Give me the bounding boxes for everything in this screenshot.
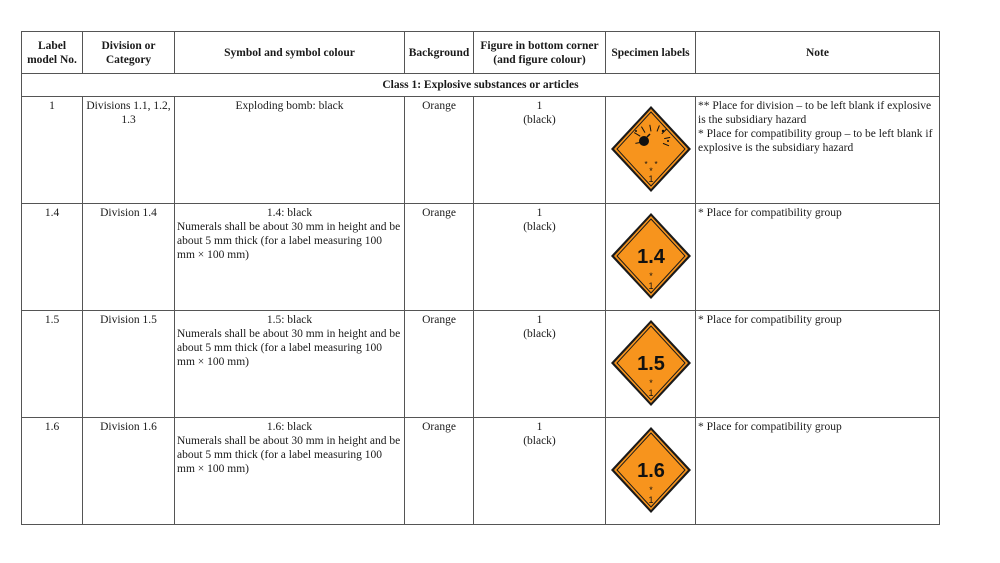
specimen-label-cell [606, 204, 696, 311]
note-cell [696, 204, 940, 311]
class-title-row [22, 74, 940, 97]
figure-cell [474, 97, 606, 204]
division-cell: Division 1.6 [83, 418, 175, 525]
note-text: * Place for compatibility group – to be left blank if explosive is the subsidiary hazard [698, 128, 933, 154]
table-row [22, 97, 940, 204]
label-division-number: 1.5 [637, 353, 665, 375]
symbol-title: 1.4: black [266, 207, 313, 219]
figure-number: 1 [536, 421, 543, 433]
note-cell [696, 97, 940, 204]
figure-colour: (black) [523, 114, 556, 126]
division-cell: Division 1.4 [83, 204, 175, 311]
label-model-cell: 1.5 [22, 311, 83, 418]
note-cell [696, 311, 940, 418]
specimen-label-cell [606, 97, 696, 204]
compatibility-group-placeholder: * [649, 166, 653, 176]
label-model-cell: 1.6 [22, 418, 83, 525]
background-cell: Orange [405, 97, 474, 204]
class-title: Class 1: Explosive substances or articles [22, 74, 940, 97]
figure-number: 1 [536, 100, 543, 112]
symbol-cell [175, 204, 405, 311]
explosive-label-icon [608, 315, 694, 411]
class-number: 1 [648, 281, 654, 291]
figure-number: 1 [536, 207, 543, 219]
figure-colour: (black) [523, 435, 556, 447]
compatibility-group-placeholder: * [649, 271, 653, 281]
table-row [22, 311, 940, 418]
note-text: * Place for compatibility group [698, 207, 842, 219]
background-cell: Orange [405, 311, 474, 418]
header-note: Note [696, 32, 940, 74]
symbol-description: Numerals shall be about 30 mm in height and be about 5 mm thick (for a label measuring 100 mm × 100 mm) [177, 328, 401, 368]
compatibility-group-placeholder: * [649, 485, 653, 495]
class-number: 1 [648, 495, 654, 505]
hazard-label-table [21, 31, 940, 525]
symbol-title: 1.6: black [266, 421, 313, 433]
table-row [22, 204, 940, 311]
explosive-label-icon [608, 422, 694, 518]
header-figure: Figure in bottom corner (and figure colour) [474, 32, 606, 74]
class-number: 1 [648, 388, 654, 398]
explosive-label-icon [608, 208, 694, 304]
label-model-cell: 1.4 [22, 204, 83, 311]
symbol-cell [175, 311, 405, 418]
figure-colour: (black) [523, 221, 556, 233]
note-cell [696, 418, 940, 525]
header-row [22, 32, 940, 74]
note-text: ** Place for division – to be left blank if explosive is the subsidiary hazard [698, 100, 932, 126]
class-number: 1 [648, 174, 654, 184]
compatibility-group-placeholder: * [649, 378, 653, 388]
symbol-description: Numerals shall be about 30 mm in height and be about 5 mm thick (for a label measuring 100 mm × 100 mm) [177, 435, 401, 475]
background-cell: Orange [405, 204, 474, 311]
table-row [22, 418, 940, 525]
specimen-label-cell [606, 311, 696, 418]
figure-cell [474, 204, 606, 311]
symbol-description: Numerals shall be about 30 mm in height and be about 5 mm thick (for a label measuring 100 mm × 100 mm) [177, 221, 401, 261]
header-division: Division or Category [83, 32, 175, 74]
label-division-number: 1.4 [637, 246, 665, 268]
header-label-model: Label model No. [22, 32, 83, 74]
label-model-cell: 1 [22, 97, 83, 204]
figure-colour: (black) [523, 328, 556, 340]
division-placeholder: * [644, 160, 648, 169]
symbol-title: Exploding bomb: black [235, 100, 344, 112]
figure-number: 1 [536, 314, 543, 326]
header-background: Background [405, 32, 474, 74]
specimen-label-cell [606, 418, 696, 525]
symbol-cell [175, 418, 405, 525]
division-cell: Division 1.5 [83, 311, 175, 418]
explosive-label-icon [608, 101, 694, 197]
header-symbol: Symbol and symbol colour [175, 32, 405, 74]
background-cell: Orange [405, 418, 474, 525]
figure-cell [474, 311, 606, 418]
division-cell: Divisions 1.1, 1.2, 1.3 [83, 97, 175, 204]
note-text: * Place for compatibility group [698, 421, 842, 433]
symbol-cell [175, 97, 405, 204]
symbol-title: 1.5: black [266, 314, 313, 326]
figure-cell [474, 418, 606, 525]
division-placeholder: * [654, 160, 658, 169]
label-division-number: 1.6 [637, 460, 665, 482]
note-text: * Place for compatibility group [698, 314, 842, 326]
header-specimen: Specimen labels [606, 32, 696, 74]
